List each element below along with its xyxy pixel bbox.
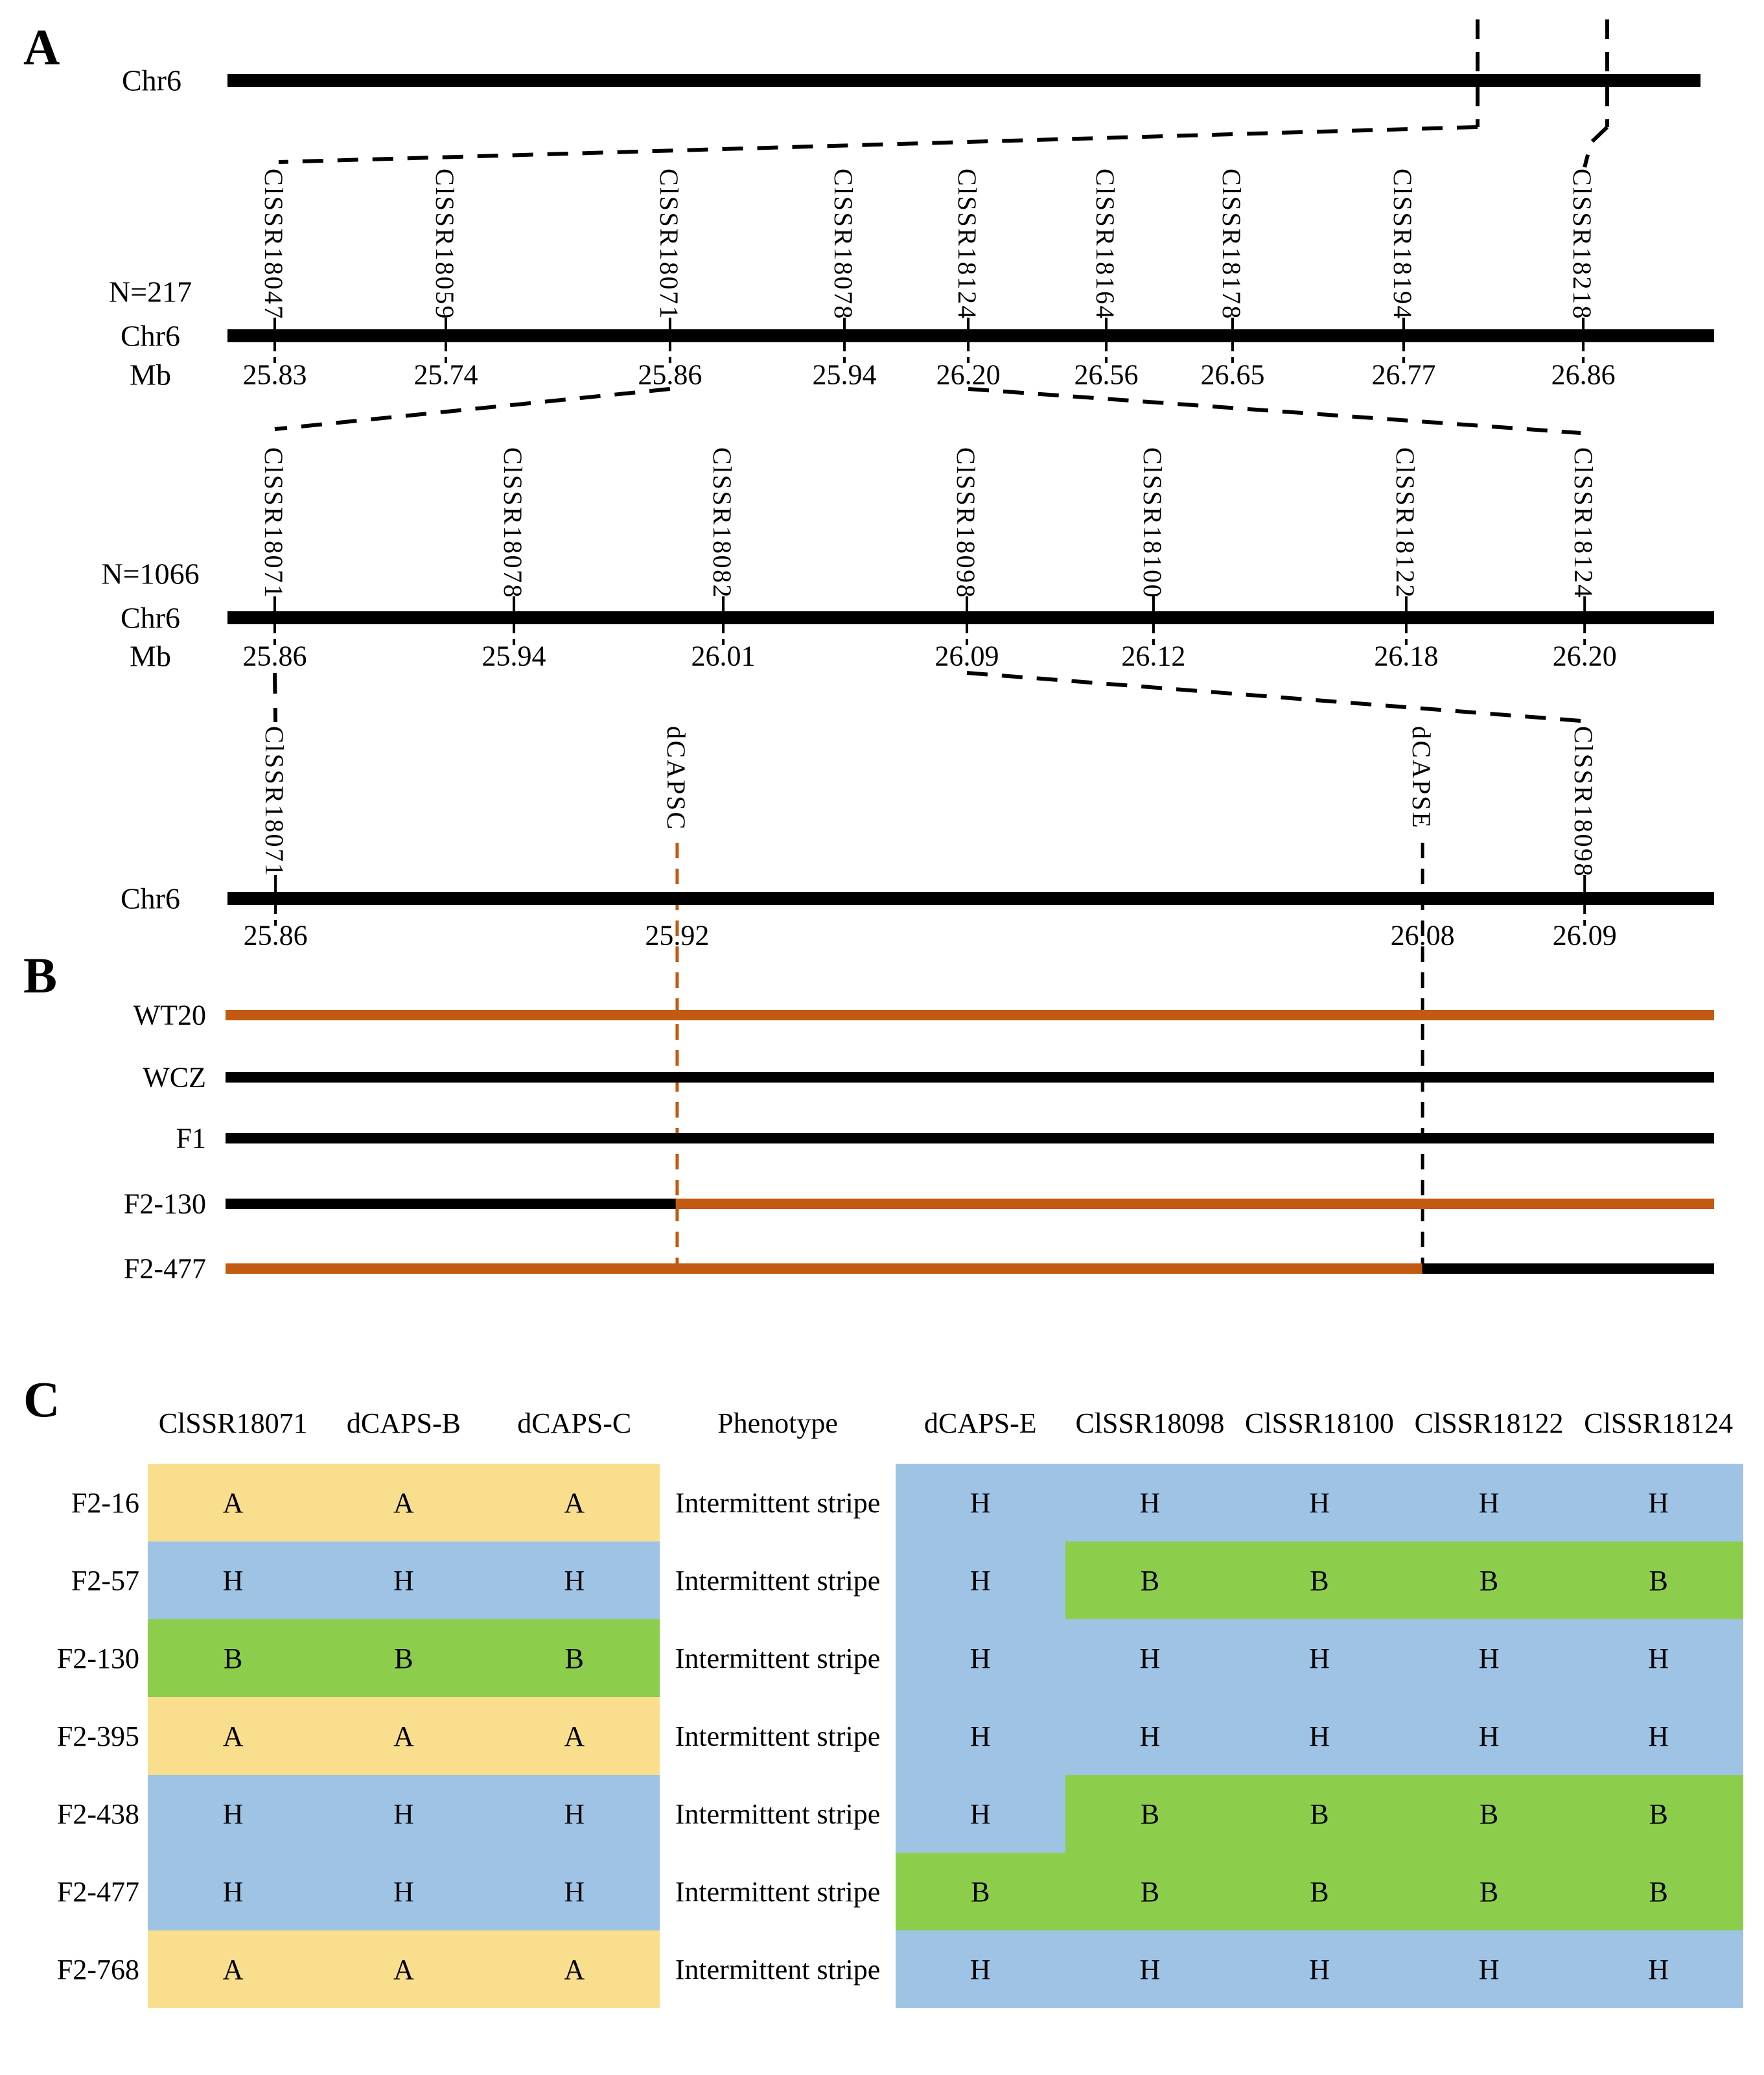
marker-mb-ClSSR18098: 26.09 <box>934 640 999 672</box>
phenotype-cell-F2-130: Intermittent stripe <box>675 1642 881 1674</box>
marker-mb-dCAPSC: 25.92 <box>645 919 710 952</box>
genotype-cell-F2-395-dCAPS-C: A <box>489 1697 660 1775</box>
phenotype-cell-F2-438: Intermittent stripe <box>675 1798 881 1830</box>
genotype-cell-F2-130-ClSSR18124: H <box>1573 1619 1743 1697</box>
genotype-cell-F2-16-dCAPS-B: A <box>318 1464 489 1542</box>
marker-name-ClSSR18178: ClSSR18178 <box>1216 169 1246 320</box>
genotype-cell-F2-768-ClSSR18071: A <box>148 1930 318 2008</box>
column-header-phenotype: Phenotype <box>717 1407 838 1439</box>
genotype-cell-F2-477-dCAPS-C: H <box>489 1853 660 1930</box>
individual-label-F1: F1 <box>176 1122 206 1155</box>
row-label-F2-477: F2-477 <box>56 1875 139 1908</box>
genotype-cell-F2-130-dCAPS-E: H <box>896 1619 1065 1697</box>
marker-mb-ClSSR18078: 25.94 <box>482 640 546 672</box>
genotype-cell-F2-130-ClSSR18098: H <box>1065 1619 1235 1697</box>
genotype-cell-F2-438-dCAPS-B: H <box>318 1775 489 1853</box>
mb-unit-label: Mb <box>130 639 171 673</box>
marker-mb-ClSSR18098: 26.09 <box>1552 919 1617 952</box>
marker-name-ClSSR18122: ClSSR18122 <box>1390 447 1420 599</box>
genotype-cell-F2-477-ClSSR18098: B <box>1065 1853 1235 1930</box>
genotype-cell-F2-395-ClSSR18122: H <box>1404 1697 1574 1775</box>
row-label-F2-438: F2-438 <box>56 1798 139 1830</box>
individual-label-WCZ: WCZ <box>143 1061 206 1094</box>
marker-mb-ClSSR18178: 26.65 <box>1200 358 1265 391</box>
marker-name-ClSSR18071: ClSSR18071 <box>259 447 288 599</box>
genotype-cell-F2-768-ClSSR18124: H <box>1573 1930 1743 2008</box>
column-header-dCAPS-E: dCAPS-E <box>924 1407 1037 1439</box>
genotype-cell-F2-477-ClSSR18124: B <box>1573 1853 1743 1930</box>
genotype-cell-F2-438-ClSSR18071: H <box>148 1775 318 1853</box>
individual-label-F2-477: F2-477 <box>123 1252 206 1285</box>
genotype-cell-F2-438-dCAPS-C: H <box>489 1775 660 1853</box>
genotype-cell-F2-395-ClSSR18071: A <box>148 1697 318 1775</box>
genotype-cell-F2-477-ClSSR18122: B <box>1404 1853 1574 1930</box>
genotype-cell-F2-477-ClSSR18071: H <box>148 1853 318 1930</box>
column-header-ClSSR18122: ClSSR18122 <box>1414 1407 1564 1439</box>
genotype-cell-F2-768-ClSSR18100: H <box>1235 1930 1404 2008</box>
mb-unit-label: Mb <box>130 358 171 392</box>
genotype-cell-F2-130-dCAPS-B: B <box>318 1619 489 1697</box>
row-label-F2-768: F2-768 <box>56 1953 139 1986</box>
genotype-cell-F2-438-dCAPS-E: H <box>896 1775 1065 1853</box>
genotype-cell-F2-57-ClSSR18122: B <box>1404 1542 1574 1619</box>
genotype-cell-F2-16-ClSSR18122: H <box>1404 1464 1574 1542</box>
marker-mb-ClSSR18124: 26.20 <box>936 358 1001 391</box>
marker-mb-ClSSR18078: 25.94 <box>812 358 877 391</box>
panel-b-label: B <box>23 947 58 1003</box>
genotype-cell-F2-768-dCAPS-E: H <box>896 1930 1065 2008</box>
marker-name-dCAPSC: dCAPSC <box>661 726 691 831</box>
marker-name-ClSSR18098: ClSSR18098 <box>1569 726 1599 878</box>
genotype-cell-F2-57-ClSSR18100: B <box>1235 1542 1404 1619</box>
genotype-cell-F2-395-ClSSR18100: H <box>1235 1697 1404 1775</box>
marker-mb-ClSSR18071: 25.86 <box>242 640 307 672</box>
genotype-cell-F2-768-ClSSR18122: H <box>1404 1930 1574 2008</box>
genotype-cell-F2-16-dCAPS-C: A <box>489 1464 660 1542</box>
genotype-cell-F2-130-ClSSR18071: B <box>148 1619 318 1697</box>
genotype-cell-F2-768-dCAPS-C: A <box>489 1930 660 2008</box>
genotype-cell-F2-16-ClSSR18098: H <box>1065 1464 1235 1542</box>
row-label-F2-395: F2-395 <box>56 1720 139 1752</box>
column-header-ClSSR18124: ClSSR18124 <box>1584 1407 1734 1439</box>
marker-name-ClSSR18047: ClSSR18047 <box>259 169 288 320</box>
genotype-cell-F2-130-ClSSR18100: H <box>1235 1619 1404 1697</box>
column-header-ClSSR18098: ClSSR18098 <box>1075 1407 1225 1439</box>
genotype-cell-F2-16-ClSSR18124: H <box>1573 1464 1743 1542</box>
chr6-map0-label: Chr6 <box>121 319 180 353</box>
phenotype-cell-F2-395: Intermittent stripe <box>675 1720 881 1752</box>
phenotype-cell-F2-477: Intermittent stripe <box>675 1875 881 1908</box>
marker-mb-ClSSR18047: 25.83 <box>242 358 307 391</box>
population-size-label: N=217 <box>108 275 192 309</box>
genotype-cell-F2-130-dCAPS-C: B <box>489 1619 660 1697</box>
chr6-map2-label: Chr6 <box>121 882 180 915</box>
marker-name-ClSSR18124: ClSSR18124 <box>953 169 982 320</box>
marker-mb-dCAPSE: 26.08 <box>1390 919 1455 952</box>
genotype-cell-F2-438-ClSSR18122: B <box>1404 1775 1574 1853</box>
genotype-cell-F2-16-dCAPS-E: H <box>896 1464 1065 1542</box>
column-header-dCAPS-B: dCAPS-B <box>346 1407 461 1439</box>
genotype-cell-F2-395-ClSSR18098: H <box>1065 1697 1235 1775</box>
genotype-cell-F2-395-dCAPS-B: A <box>318 1697 489 1775</box>
marker-name-ClSSR18100: ClSSR18100 <box>1137 447 1167 599</box>
genotype-cell-F2-768-ClSSR18098: H <box>1065 1930 1235 2008</box>
genotype-cell-F2-395-dCAPS-E: H <box>896 1697 1065 1775</box>
marker-mb-ClSSR18071: 25.86 <box>243 919 308 952</box>
genotype-cell-F2-57-dCAPS-E: H <box>896 1542 1065 1619</box>
genotype-cell-F2-438-ClSSR18100: B <box>1235 1775 1404 1853</box>
marker-mb-ClSSR18164: 26.56 <box>1074 358 1139 391</box>
genotype-cell-F2-438-ClSSR18098: B <box>1065 1775 1235 1853</box>
marker-mb-ClSSR18100: 26.12 <box>1121 640 1186 672</box>
genotype-cell-F2-477-dCAPS-E: B <box>896 1853 1065 1930</box>
row-label-F2-57: F2-57 <box>71 1564 139 1597</box>
genotype-cell-F2-477-ClSSR18100: B <box>1235 1853 1404 1930</box>
marker-name-ClSSR18082: ClSSR18082 <box>708 447 737 599</box>
marker-name-ClSSR18124: ClSSR18124 <box>1569 447 1599 599</box>
marker-name-ClSSR18059: ClSSR18059 <box>430 169 459 320</box>
genotype-cell-F2-57-dCAPS-B: H <box>318 1542 489 1619</box>
genotype-cell-F2-16-ClSSR18071: A <box>148 1464 318 1542</box>
chr6-map1-label: Chr6 <box>121 601 180 635</box>
individual-label-WT20: WT20 <box>133 999 206 1031</box>
marker-name-ClSSR18071: ClSSR18071 <box>260 726 290 878</box>
marker-mb-ClSSR18071: 25.86 <box>638 358 702 391</box>
genotype-cell-F2-57-ClSSR18071: H <box>148 1542 318 1619</box>
genotype-cell-F2-57-ClSSR18124: B <box>1573 1542 1743 1619</box>
column-header-dCAPS-C: dCAPS-C <box>517 1407 632 1439</box>
marker-mb-ClSSR18082: 26.01 <box>691 640 756 672</box>
genotype-cell-F2-57-ClSSR18098: B <box>1065 1542 1235 1619</box>
marker-name-ClSSR18194: ClSSR18194 <box>1388 169 1418 320</box>
marker-name-ClSSR18071: ClSSR18071 <box>654 169 684 320</box>
panel-a-label: A <box>23 19 60 75</box>
row-label-F2-16: F2-16 <box>71 1486 139 1519</box>
marker-mb-ClSSR18218: 26.86 <box>1551 358 1616 391</box>
row-label-F2-130: F2-130 <box>56 1642 139 1674</box>
marker-name-dCAPSE: dCAPSE <box>1407 726 1437 830</box>
genotype-cell-F2-395-ClSSR18124: H <box>1573 1697 1743 1775</box>
marker-name-ClSSR18164: ClSSR18164 <box>1090 169 1120 320</box>
genotype-cell-F2-477-dCAPS-B: H <box>318 1853 489 1930</box>
phenotype-cell-F2-16: Intermittent stripe <box>675 1486 881 1519</box>
individual-label-F2-130: F2-130 <box>123 1188 206 1220</box>
marker-mb-ClSSR18122: 26.18 <box>1374 640 1439 672</box>
genotype-cell-F2-16-ClSSR18100: H <box>1235 1464 1404 1542</box>
marker-name-ClSSR18078: ClSSR18078 <box>498 447 528 599</box>
marker-mb-ClSSR18194: 26.77 <box>1371 358 1436 391</box>
genotype-cell-F2-57-dCAPS-C: H <box>489 1542 660 1619</box>
chr6-overview-label: Chr6 <box>122 64 181 97</box>
marker-mb-ClSSR18124: 26.20 <box>1552 640 1617 672</box>
marker-mb-ClSSR18059: 25.74 <box>413 358 478 391</box>
phenotype-cell-F2-57: Intermittent stripe <box>675 1564 881 1597</box>
column-header-ClSSR18100: ClSSR18100 <box>1245 1407 1394 1439</box>
population-size-label: N=1066 <box>101 557 200 591</box>
genotype-cell-F2-130-ClSSR18122: H <box>1404 1619 1574 1697</box>
marker-name-ClSSR18098: ClSSR18098 <box>951 447 981 599</box>
column-header-ClSSR18071: ClSSR18071 <box>158 1407 308 1439</box>
phenotype-cell-F2-768: Intermittent stripe <box>675 1953 881 1986</box>
genotype-cell-F2-768-dCAPS-B: A <box>318 1930 489 2008</box>
marker-name-ClSSR18078: ClSSR18078 <box>829 169 859 320</box>
marker-name-ClSSR18218: ClSSR18218 <box>1568 169 1597 320</box>
panel-c-label: C <box>23 1371 60 1427</box>
genotype-cell-F2-438-ClSSR18124: B <box>1573 1775 1743 1853</box>
